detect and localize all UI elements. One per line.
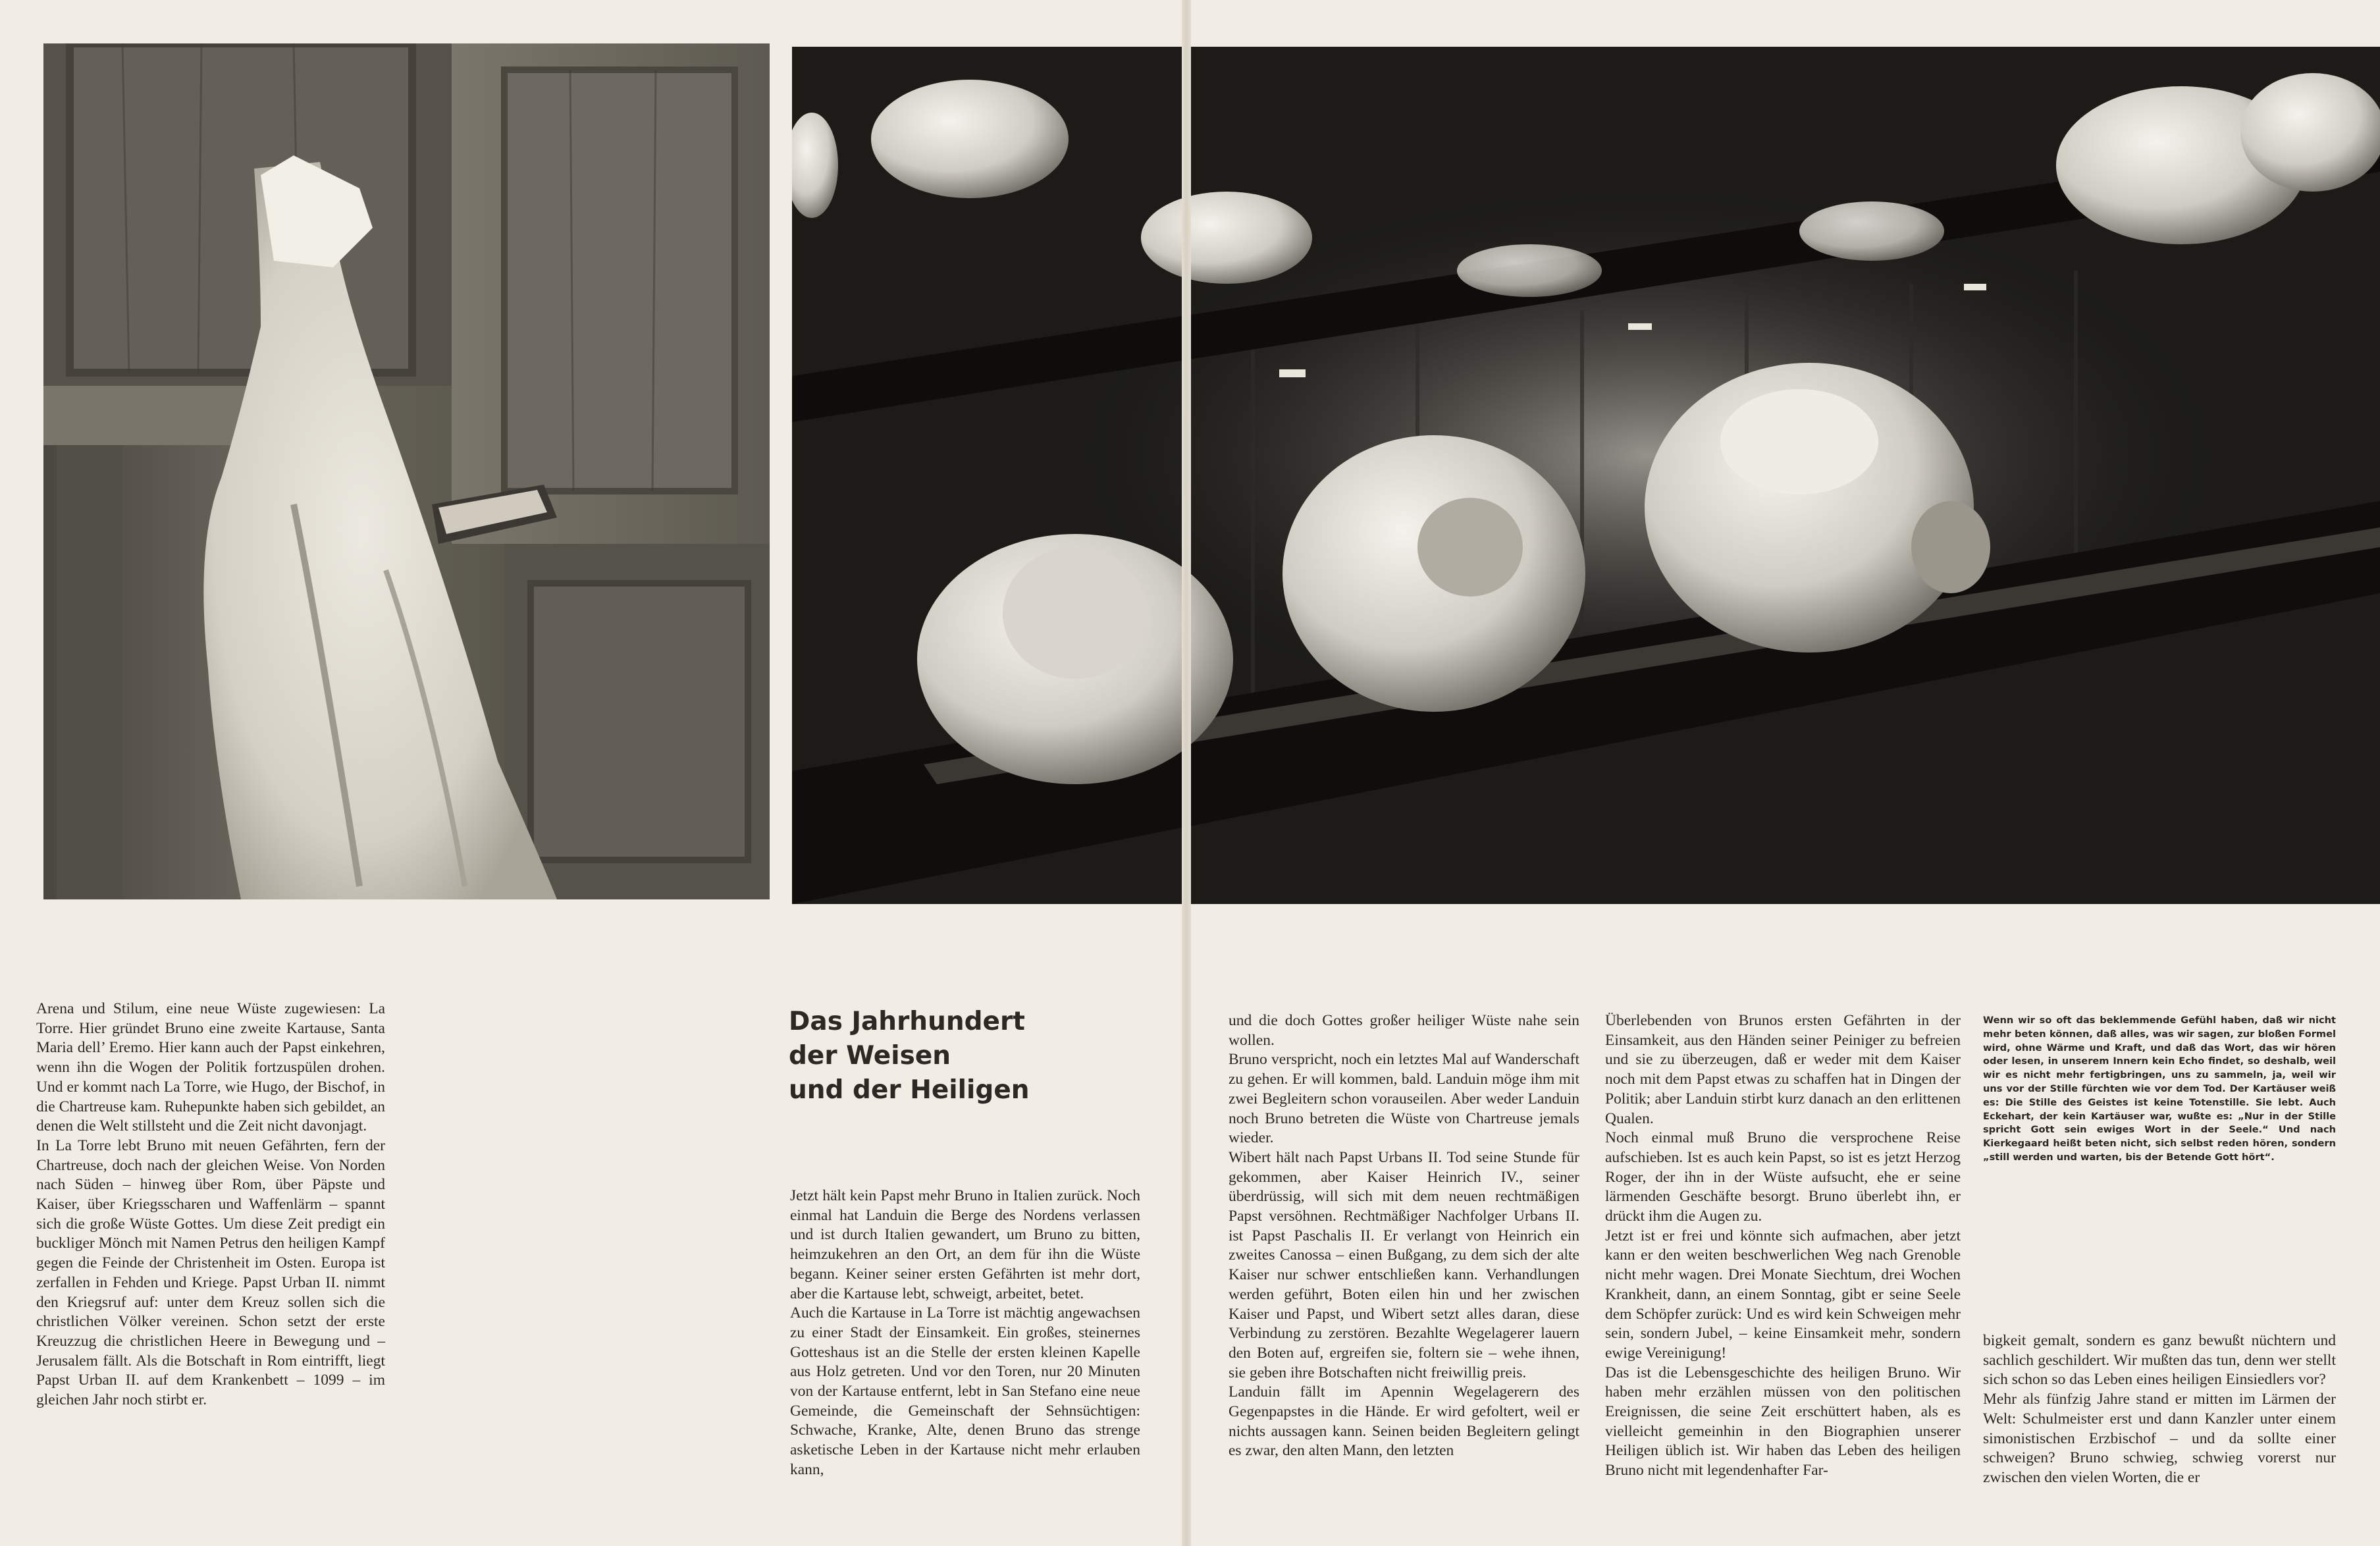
paragraph: Jetzt ist er frei und könnte sich aufmachen, aber jetzt kann er den weiten beschwerlichen Weg nach Grenoble nicht mehr wagen. Drei Monate Siechtum, drei Wochen Krankheit, dann, an einem Sonntag, gibt er seine Seele dem Schöpfer zurück: Und es wird kein Schweigen mehr sein, sondern Jubel, – keine Einsamkeit mehr, sondern ewige Vereinigung! — [1605, 1227, 1961, 1362]
headline-line: Das Jahrhundert — [789, 1007, 1025, 1036]
paragraph: Arena und Stilum, eine neue Wüste zugewiesen: La Torre. Hier gründet Bruno eine zweite Kartause, Santa Maria dell’ Eremo. Hier kann auch der Papst einkehren, wenn ihn die Wogen der Politik fortzuspülen drohen. Und er kommt nach La Torre, wie Hugo, der Bischof, in die Chartreuse kam. Ruhepunkte haben sich gebildet, an denen die Welt stillsteht und die Zeit nicht davonjagt. — [36, 1000, 385, 1135]
text-column-3 — [1229, 1011, 1579, 1461]
headline-line: der Weisen — [789, 1041, 951, 1071]
paragraph: Jetzt hält kein Papst mehr Bruno in Italien zurück. Noch einmal hat Landuin die Berge des Nordens verlassen und ist durch Italien gewandert, um Bruno zu bitten, heimzukehren an den Ort, an dem für ihn die Wüste begann. Keiner seiner ersten Gefährten ist mehr dort, aber die Kartause lebt, schweigt, arbeitet, betet. — [790, 1187, 1140, 1302]
article-headline — [789, 1005, 1065, 1107]
text-column-4 — [1605, 1011, 1961, 1481]
paragraph: Wenn wir so oft das beklemmende Gefühl haben, daß wir nicht mehr beten können, daß alles, was wir sagen, zur bloßen Formel wird, ohne Wärme und Kraft, und daß das Wort, das wir hören oder lesen, in unserem Innern kein Echo findet, so deshalb, weil wir es nicht mehr fertigbringen, uns zu sammeln, ja, weil wir uns vor der Stille fürchten wie vor dem Tod. Der Kartäuser weiß es: Die Stille des Geistes ist keine Totenstille. Sie lebt. Auch Eckehart, der kein Kartäuser war, wußte es: „Nur in der Stille spricht Gott sein ewiges Wort in der Seele.“ Und nach Kierkegaard heißt beten nicht, sich selbst reden hören, sondern „still werden und warten, bis der Betende Gott hört“. — [1983, 1015, 2336, 1163]
paragraph: Noch einmal muß Bruno die versprochene Reise aufschieben. Ist es auch kein Papst, so ist es jetzt Herzog Roger, der ihn in der Wüste aufsucht, ehe er seine lärmenden Geschäfte besorgt. Bruno überlebt ihn, er drückt ihm die Augen zu. — [1605, 1129, 1961, 1225]
paragraph: Überlebenden von Brunos ersten Gefährten in der Einsamkeit, aus den Händen seiner Peiniger zu befreien und sie zu überzeugen, daß er weder mit dem Kaiser noch mit dem Papst etwas zu schaffen hat in Dingen der Politik; aber Landuin stirbt kurz danach an den erlittenen Qualen. — [1605, 1012, 1961, 1127]
text-column-1 — [36, 1000, 385, 1410]
paragraph: bigkeit gemalt, sondern es ganz bewußt nüchtern und sachlich geschildert. Wir mußten das tun, denn wer stellt sich schon so das Leben eines heiligen Einsiedlers vor? — [1983, 1332, 2336, 1389]
headline-line: und der Heiligen — [789, 1075, 1030, 1105]
photo-monk-reading — [43, 43, 770, 899]
paragraph: Landuin fällt im Apennin Wegelagerern des Gegenpapstes in die Hände. Er wird gefoltert, weil er nichts aussagen kann. Seinen beiden Begleitern gelingt es zwar, den alten Mann, den letzten — [1229, 1383, 1579, 1460]
text-column-6 — [1983, 1331, 2336, 1488]
paragraph: Wibert hält nach Papst Urbans II. Tod seine Stunde für gekommen, aber Kaiser Heinrich IV., seiner überdrüssig, will sich mit dem neuen rechtmäßigen Papst versöhnen. Rechtmäßiger Nachfolger Urbans II. ist Papst Paschalis II. Er verlangt von Heinrich ein zweites Canossa – einen Bußgang, zu dem sich der alte Kaiser nur schwer entschließen kann. Verhandlungen werden geführt, Boten eilen hin und her zwischen Kaiser und Papst, und Wibert setzt alles daran, diese Verbindung zu zerstören. Bezahlte Wegelagerer lauern den Boten auf, ergreifen sie, foltern sie – wehe ihnen, sie geben ihre Botschaften nicht freiwillig preis. — [1229, 1148, 1579, 1381]
paragraph: Auch die Kartause in La Torre ist mächtig angewachsen zu einer Stadt der Einsamkeit. Ein großes, steinernes Gotteshaus ist an die Stelle der ersten kleinen Kapelle aus Holz getreten. Und vor den Toren, nur 20 Minuten von der Kartause entfernt, lebt in San Stefano eine neue Gemeinde, die Gemeinschaft der Sehnsüchtigen: Schwache, Kranke, Alte, denen Bruno das strenge asketische Leben in der Kartause nicht mehr erlauben kann, — [790, 1304, 1140, 1478]
paragraph: und die doch Gottes großer heiliger Wüste nahe sein wollen. — [1229, 1012, 1579, 1049]
paragraph: In La Torre lebt Bruno mit neuen Gefährten, fern der Chartreuse, doch nach der gleichen Weise. Von Norden nach Süden – hinweg über Rom, über Päpste und Kaiser, über Kriegsscharen und Waffenlärm – spannt sich die große Wüste Gottes. Um diese Zeit predigt ein buckliger Mönch mit Namen Petrus den heiligen Kampf gegen die Feinde der Christenheit im Osten. Europa ist zerfallen in Fehden und Kriege. Papst Urban II. nimmt den Kriegsruf auf: unter dem Kreuz sollen sich die christlichen Völker vereinen. Schon setzt der erste Kreuzzug die christlichen Heere in Bewegung und – Jerusalem fällt. Als die Botschaft in Rom eintrifft, liegt Papst Urban II. auf dem Krankenbett – 1099 – im gleichen Jahr noch stirbt er. — [36, 1136, 385, 1409]
text-column-5-sidebar — [1983, 1014, 2336, 1165]
page-gutter — [1182, 0, 1191, 1546]
paragraph: Das ist die Lebensgeschichte des heiligen Bruno. Wir haben mehr erzählen müssen von den politischen Ereignissen, die seine Zeit erschüttert haben, als es vielleicht gemeinhin in den Biographien unserer Heiligen üblich ist. Wir haben das Leben des heiligen Bruno nicht mit legendenhafter Far- — [1605, 1364, 1961, 1479]
photo-monks-bowing — [792, 47, 2380, 904]
paragraph: Bruno verspricht, noch ein letztes Mal auf Wanderschaft zu gehen. Er will kommen, bald. Landuin möge ihm mit zwei Begleitern schon vorauseilen. Aber weder Landuin noch Bruno betreten die Wüste von Chartreuse jemals wieder. — [1229, 1051, 1579, 1147]
text-column-2 — [790, 1186, 1140, 1480]
paragraph: Mehr als fünfzig Jahre stand er mitten im Lärmen der Welt: Schulmeister erst und dann Kanzler unter einem simonistischen Erzbischof – und da sollte einer schweigen? Bruno schwieg, schwieg vorerst nur zwischen den vielen Worten, die er — [1983, 1391, 2336, 1486]
